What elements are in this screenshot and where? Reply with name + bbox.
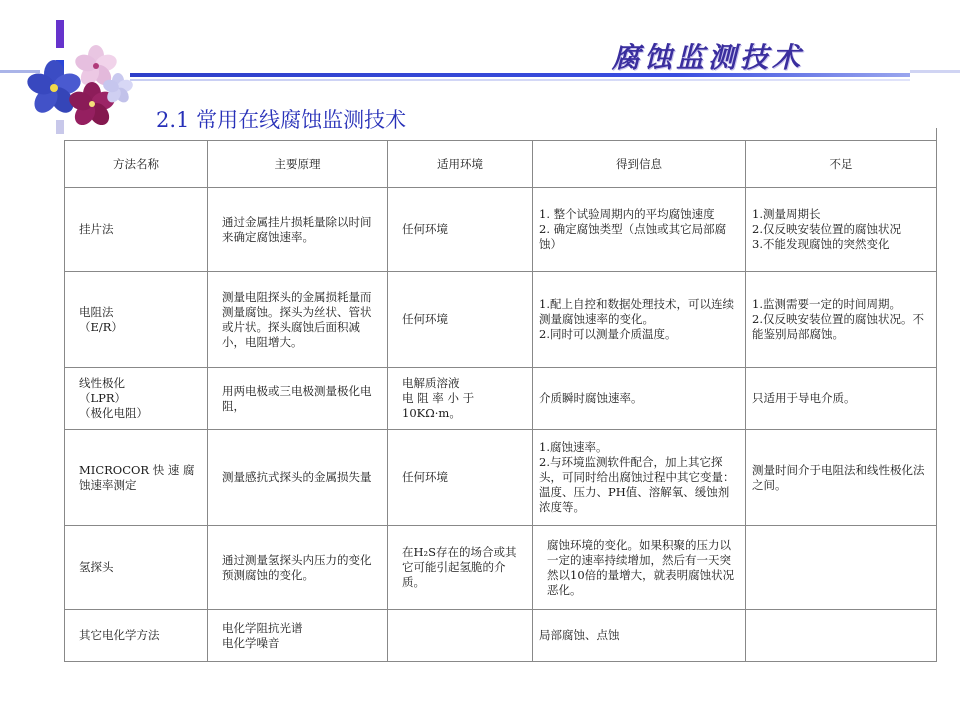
environment-text: 任何环境 [402, 470, 448, 484]
principle-cell [208, 430, 388, 526]
method-text: （LPR） [79, 391, 127, 405]
principle-text: 电化学噪音 [222, 635, 280, 650]
info-line: 2. 确定腐蚀类型（点蚀或其它局部腐蚀） [539, 222, 727, 251]
info-cell [533, 610, 746, 662]
method-text: MICROCOR 快 速 腐蚀速率测定 [79, 462, 195, 492]
methods-table [64, 140, 937, 662]
environment-text: 10KΩ·m。 [402, 406, 461, 420]
method-text: 氢探头 [79, 560, 114, 574]
shortcoming-line: 1.测量周期长 [752, 207, 821, 221]
info-line: 2.同时可以测量介质温度。 [539, 327, 677, 341]
environment-cell [388, 526, 533, 610]
page-title: 2.1 常用在线腐蚀监测技术 [156, 108, 407, 132]
method-text: （极化电阻） [79, 406, 148, 420]
shortcoming-cell [746, 272, 937, 368]
shortcoming-cell [746, 368, 937, 430]
table-row [65, 368, 937, 430]
logo-title: 腐蚀监测技术 [611, 41, 804, 74]
info-line: 腐蚀环境的变化。如果积聚的压力以一定的速率持续增加，然后有一天突然以10倍的量增大，就表明腐蚀状况恶化。 [547, 537, 735, 597]
shortcoming-line: 2.仅反映安装位置的腐蚀状况 [752, 222, 901, 236]
method-text: 线性极化 [79, 376, 125, 390]
method-text: 电阻法 [79, 304, 114, 319]
environment-text: 电解质溶液 [402, 376, 460, 390]
method-cell [65, 272, 208, 368]
table-header-row [65, 141, 937, 188]
environment-cell [388, 430, 533, 526]
environment-cell [388, 610, 533, 662]
info-cell [533, 368, 746, 430]
principle-text: 通过金属挂片损耗量除以时间来确定腐蚀速率。 [222, 214, 372, 244]
principle-cell [208, 272, 388, 368]
header-shortcoming: 不足 [746, 141, 937, 188]
method-text: 挂片法 [79, 222, 114, 236]
method-text: （E/R） [79, 319, 123, 334]
table-row [65, 188, 937, 272]
environment-text: 任何环境 [402, 222, 448, 236]
info-line: 1.配上自控和数据处理技术，可以连续测量腐蚀速率的变化。 [539, 297, 734, 326]
environment-text: 在H₂S存在的场合或其它可能引起氢脆的介质。 [402, 545, 517, 589]
header-method: 方法名称 [65, 141, 208, 188]
info-line: 局部腐蚀、点蚀 [539, 628, 620, 642]
table-row [65, 610, 937, 662]
principle-cell [208, 368, 388, 430]
info-line: 1. 整个试验周期内的平均腐蚀速度 [539, 207, 715, 221]
method-text: 其它电化学方法 [79, 628, 160, 642]
shortcoming-cell [746, 188, 937, 272]
info-cell [533, 526, 746, 610]
principle-text: 测量感抗式探头的金属损失量 [222, 470, 372, 484]
environment-text: 任何环境 [402, 312, 448, 326]
header-environment: 适用环境 [388, 141, 533, 188]
method-cell [65, 188, 208, 272]
shortcoming-cell [746, 610, 937, 662]
shortcoming-line: 测量时间介于电阻法和线性极化法之间。 [752, 462, 925, 492]
environment-cell [388, 272, 533, 368]
shortcoming-line: 1.监测需要一定的时间周期。 [752, 297, 901, 311]
info-cell [533, 430, 746, 526]
principle-text: 电化学阻抗光谱 [222, 620, 303, 635]
info-line: 介质瞬时腐蚀速率。 [539, 391, 643, 405]
method-cell [65, 368, 208, 430]
info-line: 1.腐蚀速率。 [539, 440, 608, 454]
principle-text: 通过测量氢探头内压力的变化预测腐蚀的变化。 [222, 552, 372, 582]
shortcoming-cell [746, 526, 937, 610]
table-row [65, 272, 937, 368]
environment-cell [388, 188, 533, 272]
info-line: 2.与环境监测软件配合，加上其它探头，可同时给出腐蚀过程中其它变量：温度、压力、PH值、溶解氧、缓蚀剂浓度等。 [539, 455, 735, 514]
principle-cell [208, 526, 388, 610]
info-cell [533, 272, 746, 368]
environment-text: 电 阻 率 小 于 [402, 391, 475, 405]
header-info: 得到信息 [533, 141, 746, 188]
environment-cell [388, 368, 533, 430]
principle-text: 用两电极或三电极测量极化电阻， [222, 383, 372, 413]
header-principle: 主要原理 [208, 141, 388, 188]
header-band-right [910, 70, 960, 73]
shortcoming-line: 2.仅反映安装位置的腐蚀状况。不能鉴别局部腐蚀。 [752, 312, 924, 341]
method-cell [65, 526, 208, 610]
shortcoming-line: 只适用于导电介质。 [752, 391, 856, 405]
method-cell [65, 430, 208, 526]
table-row [65, 430, 937, 526]
principle-cell [208, 610, 388, 662]
shortcoming-line: 3.不能发现腐蚀的突然变化 [752, 237, 890, 251]
principle-text: 测量电阻探头的金属损耗量而测量腐蚀。探头为丝状、管状或片状。探头腐蚀后面积减小，电阻增大。 [222, 289, 372, 349]
flower-decoration-icon [14, 38, 144, 126]
shortcoming-cell [746, 430, 937, 526]
header-band-thin [130, 79, 910, 81]
principle-cell [208, 188, 388, 272]
info-cell [533, 188, 746, 272]
table-row [65, 526, 937, 610]
method-cell [65, 610, 208, 662]
